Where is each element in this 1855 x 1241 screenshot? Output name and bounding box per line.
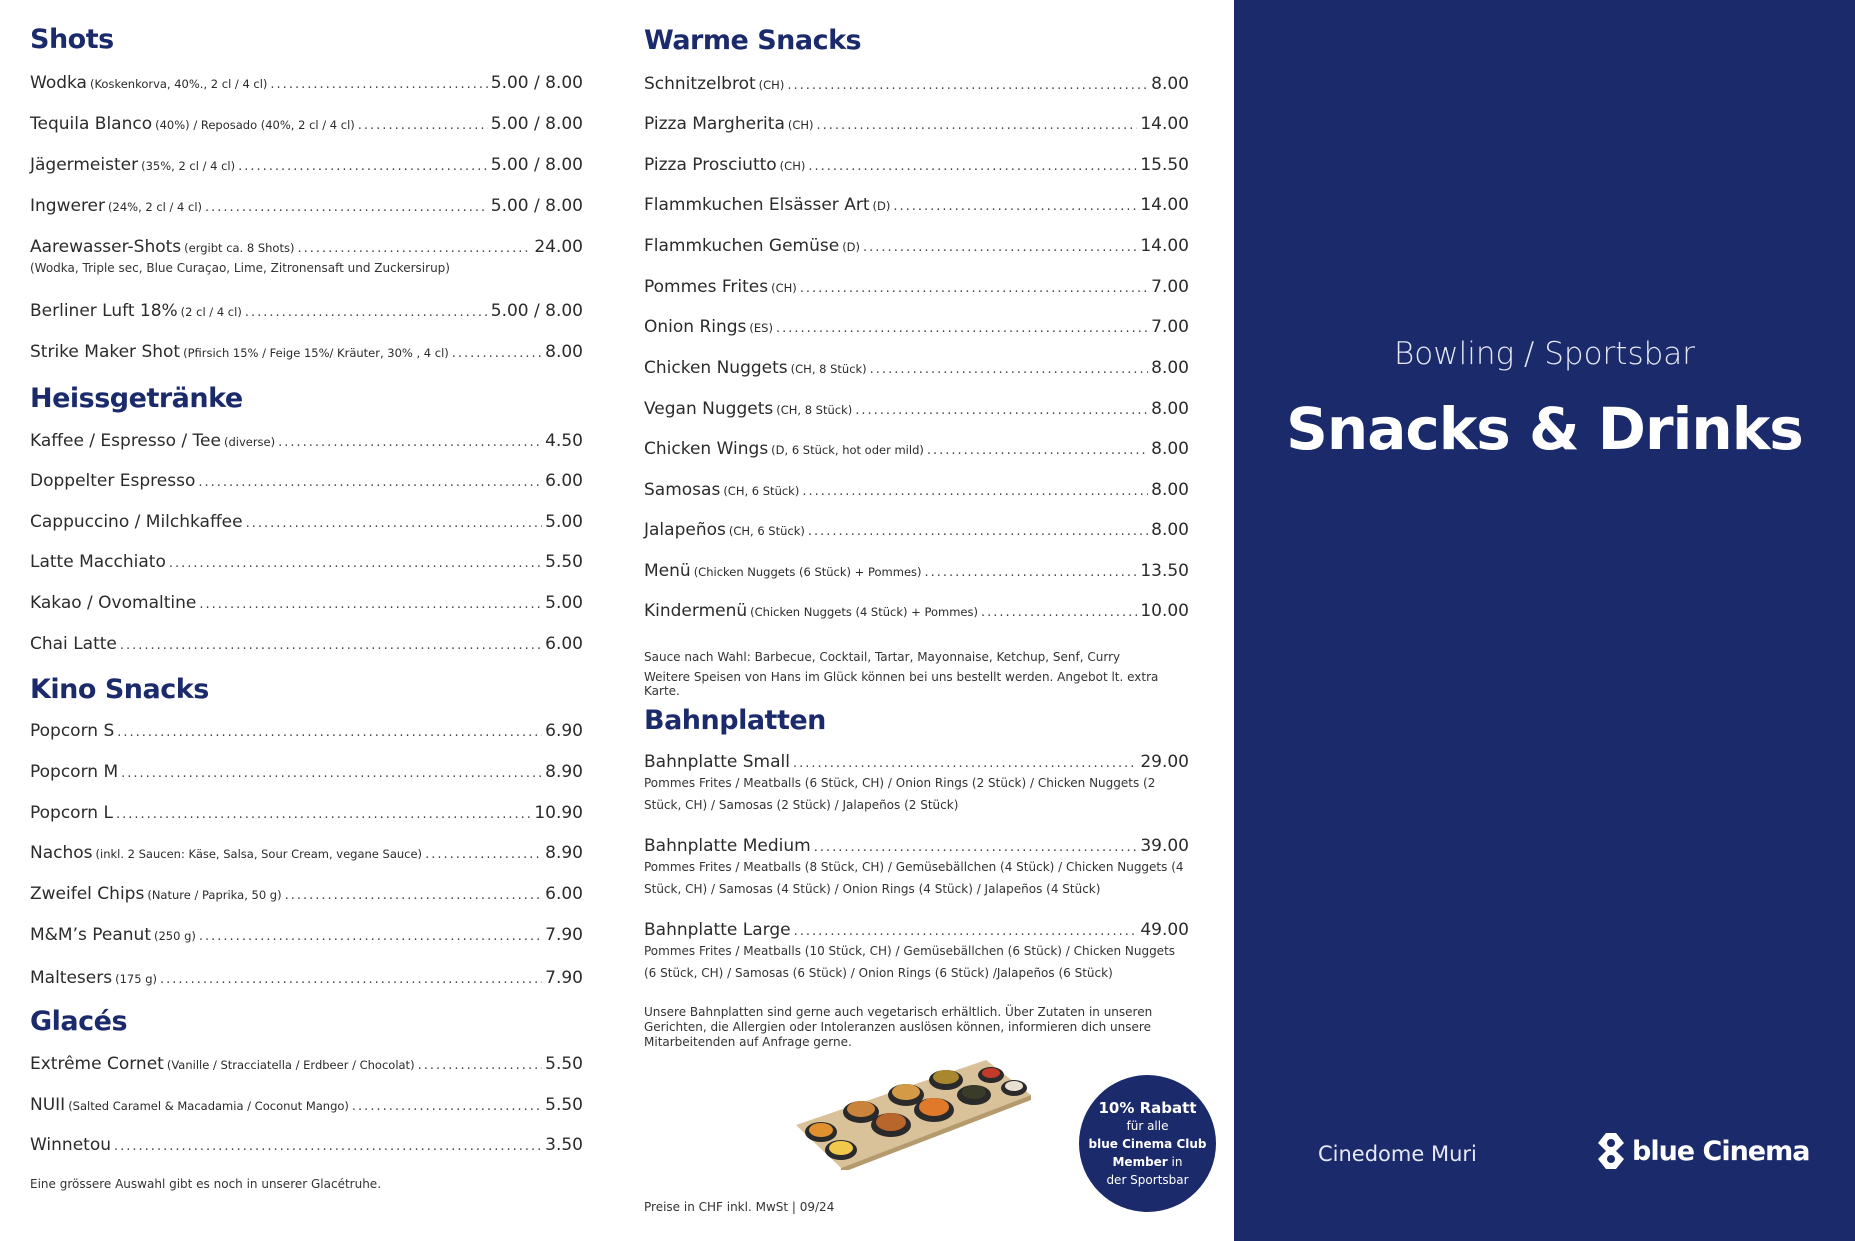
item-note: (D) [842, 240, 861, 254]
dot-leader [245, 305, 488, 320]
dot-leader [418, 1058, 543, 1073]
menu-item-row [644, 439, 1189, 459]
item-price: 8.00 [1151, 439, 1189, 459]
item-name: Flammkuchen Elsässer Art [644, 195, 870, 215]
item-name: Aarewasser-Shots [30, 237, 182, 257]
menu-item-row [30, 634, 583, 654]
menu-item [30, 196, 583, 216]
item-name: Tequila Blanco [30, 114, 153, 134]
dot-leader [120, 638, 542, 653]
item-note: (CH) [779, 159, 806, 173]
item-price: 5.50 [545, 1095, 583, 1115]
dot-leader [199, 929, 542, 944]
menu-item-row [30, 884, 583, 904]
menu-item-row [644, 155, 1189, 175]
item-price: 7.00 [1151, 277, 1189, 297]
dot-leader [198, 475, 542, 490]
item-price: 8.00 [1151, 520, 1189, 540]
section-title-shots: Shots [30, 24, 114, 55]
menu-item [644, 317, 1189, 337]
item-price: 5.50 [545, 1054, 583, 1074]
dot-leader [981, 605, 1137, 620]
item-name: Chai Latte [30, 634, 117, 654]
menu-item [30, 843, 583, 863]
item-note: (Chicken Nuggets (6 Stück) + Pommes) [693, 565, 922, 579]
cover-title: Snacks & Drinks [1286, 395, 1803, 463]
menu-item [644, 155, 1189, 175]
menu-item-row [30, 762, 583, 782]
menu-item [30, 634, 583, 654]
item-price: 29.00 [1140, 752, 1189, 772]
item-price: 6.00 [545, 471, 583, 491]
menu-item [30, 925, 583, 945]
dot-leader [927, 443, 1148, 458]
menu-item [30, 1054, 583, 1074]
item-price: 10.90 [534, 803, 583, 823]
item-note: (35%, 2 cl / 4 cl) [141, 159, 236, 173]
item-price: 6.90 [545, 721, 583, 741]
menu-item-row [644, 236, 1189, 256]
menu-item-row [30, 114, 583, 134]
item-name: Jägermeister [30, 155, 139, 175]
dot-leader [452, 346, 542, 361]
menu-item [30, 552, 583, 572]
item-price: 24.00 [534, 237, 583, 257]
cover-subtitle: Bowling / Sportsbar [1393, 336, 1696, 372]
menu-item-row [30, 843, 583, 863]
dot-leader [855, 403, 1148, 418]
item-description: Pommes Frites / Meatballs (8 Stück, CH) / Gemüsebällchen (4 Stück) / Chicken Nuggets (4 Stück, CH) / Samosas (4 Stück) / Onion Rings (4 Stück) / Jalapeños (4 Stück) [644, 860, 1184, 896]
item-name: Extrême Cornet [30, 1054, 164, 1074]
blue-cinema-wordmark: blue Cinema [1632, 1135, 1810, 1167]
glaces-footnote: Eine grössere Auswahl gibt es noch in unserer Glacétruhe. [30, 1177, 382, 1191]
menu-item [30, 431, 583, 451]
menu-item-row [644, 317, 1189, 337]
item-name: Latte Macchiato [30, 552, 166, 572]
item-note: (CH, 8 Stück) [790, 362, 867, 376]
menu-item-row [30, 593, 583, 613]
item-name: Popcorn M [30, 762, 119, 782]
item-name: Chicken Wings [644, 439, 769, 459]
item-note: (Koskenkorva, 40%., 2 cl / 4 cl) [89, 77, 268, 91]
item-description: (Wodka, Triple sec, Blue Curaçao, Lime, Zitronensaft und Zuckersirup) [30, 261, 450, 275]
item-name: Pommes Frites [644, 277, 769, 297]
dot-leader [870, 362, 1148, 377]
item-note: (inkl. 2 Saucen: Käse, Salsa, Sour Cream, vegane Sauce) [95, 847, 423, 861]
item-note: (Chicken Nuggets (4 Stück) + Pommes) [750, 605, 978, 619]
menu-item-row [30, 968, 583, 988]
menu-item-row [644, 836, 1189, 856]
dot-leader [358, 118, 488, 133]
dot-leader [808, 524, 1148, 539]
item-note: (2 cl / 4 cl) [180, 305, 242, 319]
item-note: (24%, 2 cl / 4 cl) [108, 200, 203, 214]
item-price: 5.00 / 8.00 [490, 155, 583, 175]
item-price: 14.00 [1140, 195, 1189, 215]
item-name: Samosas [644, 480, 721, 500]
item-name: Schnitzelbrot [644, 74, 756, 94]
item-price: 14.00 [1140, 114, 1189, 134]
item-price: 5.00 [545, 512, 583, 532]
dot-leader [117, 725, 542, 740]
item-name: Kindermenü [644, 601, 748, 621]
menu-item [30, 155, 583, 175]
item-price: 15.50 [1140, 155, 1189, 175]
item-name: M&M’s Peanut [30, 925, 151, 945]
menu-item-row [30, 1095, 583, 1115]
badge-club-member: blue Cinema Club Member [1088, 1137, 1207, 1169]
item-note: (diverse) [223, 435, 276, 449]
menu-item [30, 512, 583, 532]
menu-item-row [644, 752, 1189, 772]
dot-leader [817, 118, 1138, 133]
item-name: Flammkuchen Gemüse [644, 236, 840, 256]
item-name: Zweifel Chips [30, 884, 145, 904]
item-name: Doppelter Espresso [30, 471, 196, 491]
item-name: Maltesers [30, 968, 113, 988]
item-note: (ES) [749, 321, 773, 335]
dot-leader [787, 78, 1148, 93]
hans-im-glueck-note: Weitere Speisen von Hans im Glück können bei uns bestellt werden. Angebot lt. extra Karte. [644, 670, 1159, 698]
item-note: (Nature / Paprika, 50 g) [147, 888, 282, 902]
item-price: 3.50 [545, 1135, 583, 1155]
item-name: Chicken Nuggets [644, 358, 788, 378]
menu-item [30, 237, 583, 279]
dot-leader [285, 888, 543, 903]
section-title-heissgetraenke: Heissgetränke [30, 383, 243, 414]
blue-cinema-logo-icon [1596, 1131, 1626, 1171]
item-note: (CH) [758, 78, 785, 92]
menu-item [30, 471, 583, 491]
menu-item-row [30, 925, 583, 945]
item-name: Bahnplatte Large [644, 920, 791, 940]
menu-item-row [30, 301, 583, 321]
item-price: 14.00 [1140, 236, 1189, 256]
item-description: Pommes Frites / Meatballs (6 Stück, CH) / Onion Rings (2 Stück) / Chicken Nuggets (2 Stück, CH) / Samosas (2 Stück) / Jalapeños (2 Stück) [644, 776, 1156, 812]
dot-leader [297, 241, 531, 256]
menu-item-row [30, 512, 583, 532]
dot-leader [800, 281, 1148, 296]
item-name: Kakao / Ovomaltine [30, 593, 197, 613]
menu-item [30, 114, 583, 134]
item-note: (CH, 6 Stück) [723, 484, 800, 498]
item-name: Bahnplatte Small [644, 752, 790, 772]
menu-item-row [644, 277, 1189, 297]
item-name: Ingwerer [30, 196, 106, 216]
item-note: (D) [872, 199, 891, 213]
menu-item [30, 968, 583, 988]
item-note: (CH, 6 Stück) [728, 524, 805, 538]
dot-leader [205, 200, 488, 215]
item-price: 6.00 [545, 884, 583, 904]
item-name: Cappuccino / Milchkaffee [30, 512, 243, 532]
item-price: 8.00 [1151, 358, 1189, 378]
dot-leader [246, 516, 543, 531]
item-price: 39.00 [1140, 836, 1189, 856]
menu-item [644, 836, 1189, 900]
menu-item-row [30, 552, 583, 572]
item-price: 8.00 [1151, 399, 1189, 419]
menu-item-row [644, 480, 1189, 500]
menu-item [30, 884, 583, 904]
dot-leader [814, 840, 1138, 855]
item-name: Popcorn S [30, 721, 115, 741]
item-note: (ergibt ca. 8 Shots) [184, 241, 295, 255]
dot-leader [278, 435, 542, 450]
menu-item [30, 721, 583, 741]
menu-item [30, 1095, 583, 1115]
dot-leader [776, 321, 1148, 336]
item-note: (Vanille / Stracciatella / Erdbeer / Chocolat) [166, 1058, 415, 1072]
blue-cinema-logo [1596, 1131, 1809, 1171]
item-price: 7.00 [1151, 317, 1189, 337]
item-price: 10.00 [1140, 601, 1189, 621]
item-name: Pizza Prosciutto [644, 155, 777, 175]
menu-item [644, 74, 1189, 94]
menu-item-row [30, 342, 583, 362]
item-price: 5.00 / 8.00 [490, 114, 583, 134]
section-title-kino-snacks: Kino Snacks [30, 674, 209, 705]
item-name: Wodka [30, 73, 87, 93]
item-price: 5.00 / 8.00 [490, 73, 583, 93]
dot-leader [808, 159, 1137, 174]
item-name: Onion Rings [644, 317, 747, 337]
menu-item-row [644, 561, 1189, 581]
item-note: (D, 6 Stück, hot oder mild) [771, 443, 924, 457]
dot-leader [925, 565, 1138, 580]
item-price: 7.90 [545, 968, 583, 988]
dot-leader [121, 766, 542, 781]
menu-item-row [30, 721, 583, 741]
menu-item [644, 236, 1189, 256]
item-price: 5.00 [545, 593, 583, 613]
item-price: 5.50 [545, 552, 583, 572]
menu-item [30, 73, 583, 93]
menu-item-row [644, 920, 1189, 940]
badge-in: in [1171, 1155, 1183, 1169]
dot-leader [793, 756, 1137, 771]
item-name: Strike Maker Shot [30, 342, 181, 362]
item-price: 8.00 [1151, 74, 1189, 94]
discount-badge [1079, 1075, 1216, 1212]
menu-item [30, 301, 583, 321]
dot-leader [116, 807, 531, 822]
menu-item-row [644, 399, 1189, 419]
menu-item-row [30, 431, 583, 451]
menu-item [644, 195, 1189, 215]
dot-leader [199, 597, 542, 612]
item-price: 4.50 [545, 431, 583, 451]
dot-leader [863, 240, 1137, 255]
menu-item-row [644, 520, 1189, 540]
dot-leader [893, 199, 1137, 214]
menu-item-row [30, 1054, 583, 1074]
item-name: Nachos [30, 843, 93, 863]
item-price: 8.90 [545, 843, 583, 863]
menu-item [644, 439, 1189, 459]
menu-item [30, 342, 583, 362]
item-note: (250 g) [154, 929, 196, 943]
menu-item [644, 920, 1189, 984]
menu-item [644, 114, 1189, 134]
item-name: Vegan Nuggets [644, 399, 774, 419]
menu-item-row [644, 358, 1189, 378]
vegetarian-note: Unsere Bahnplatten sind gerne auch vegetarisch erhältlich. Über Zutaten in unseren Gerichten, die Allergien oder Intoleranzen auslösen können, informieren dich unsere Mitarbeitenden auf Anfrage gerne. [644, 1005, 1153, 1049]
item-price: 8.00 [1151, 480, 1189, 500]
item-price: 49.00 [1140, 920, 1189, 940]
badge-sportsbar: der Sportsbar [1106, 1173, 1189, 1187]
menu-item-row [30, 73, 583, 93]
item-name: Pizza Margherita [644, 114, 785, 134]
sauce-note: Sauce nach Wahl: Barbecue, Cocktail, Tartar, Mayonnaise, Ketchup, Senf, Curry [644, 650, 1121, 664]
menu-item [30, 1135, 583, 1155]
menu-item [644, 358, 1189, 378]
item-price: 8.00 [545, 342, 583, 362]
menu-item [644, 480, 1189, 500]
item-name: Bahnplatte Medium [644, 836, 811, 856]
menu-item-row [30, 803, 583, 823]
item-note: (CH) [771, 281, 797, 295]
item-note: (Pfirsich 15% / Feige 15%/ Kräuter, 30% , 4 cl) [183, 346, 449, 360]
item-name: Menü [644, 561, 691, 581]
cinema-location: Cinedome Muri [1318, 1142, 1477, 1166]
menu-item [644, 399, 1189, 419]
item-name: Winnetou [30, 1135, 112, 1155]
item-price: 13.50 [1140, 561, 1189, 581]
item-price: 5.00 / 8.00 [490, 301, 583, 321]
dot-leader [238, 159, 488, 174]
dot-leader [160, 972, 542, 987]
item-name: Jalapeños [644, 520, 726, 540]
menu-item [644, 277, 1189, 297]
item-note: (175 g) [115, 972, 157, 986]
item-name: Popcorn L [30, 803, 113, 823]
menu-item [30, 803, 583, 823]
section-title-bahnplatten: Bahnplatten [644, 705, 826, 736]
menu-item-row [30, 155, 583, 175]
item-description: Pommes Frites / Meatballs (10 Stück, CH) / Gemüsebällchen (6 Stück) / Chicken Nuggets (6 Stück, CH) / Samosas (6 Stück) / Onion Rings (6 Stück) /Jalapeños (6 Stück) [644, 944, 1176, 980]
item-note: (40%) / Reposado (40%, 2 cl / 4 cl) [155, 118, 355, 132]
menu-item [644, 520, 1189, 540]
dot-leader [794, 924, 1138, 939]
bahnplatte-photo [786, 1050, 1036, 1170]
dot-leader [114, 1139, 542, 1154]
menu-item [644, 752, 1189, 816]
dot-leader [352, 1099, 542, 1114]
price-note: Preise in CHF inkl. MwSt | 09/24 [644, 1200, 835, 1214]
item-price: 5.00 / 8.00 [490, 196, 583, 216]
dot-leader [425, 847, 542, 862]
item-name: NUII [30, 1095, 66, 1115]
item-name: Kaffee / Espresso / Tee [30, 431, 221, 451]
menu-item-row [30, 196, 583, 216]
dot-leader [270, 77, 487, 92]
item-name: Berliner Luft 18% [30, 301, 178, 321]
cover-panel [1234, 0, 1855, 1241]
menu-item [30, 593, 583, 613]
item-note: (CH) [787, 118, 814, 132]
menu-item-row [644, 114, 1189, 134]
badge-for-all: für alle [1126, 1119, 1169, 1133]
menu-item-row [644, 601, 1189, 621]
item-price: 7.90 [545, 925, 583, 945]
menu-item [644, 601, 1189, 621]
badge-discount: 10% Rabatt [1098, 1099, 1197, 1117]
item-price: 6.00 [545, 634, 583, 654]
section-title-glaces: Glacés [30, 1006, 128, 1037]
menu-item-row [644, 195, 1189, 215]
item-note: (Salted Caramel & Macadamia / Coconut Mango) [68, 1099, 349, 1113]
dot-leader [169, 556, 542, 571]
item-price: 8.90 [545, 762, 583, 782]
menu-item-row [30, 471, 583, 491]
menu-item [644, 561, 1189, 581]
menu-item-row [30, 237, 583, 257]
item-note: (CH, 8 Stück) [776, 403, 853, 417]
menu-item-row [644, 74, 1189, 94]
menu-item [30, 762, 583, 782]
menu-item-row [30, 1135, 583, 1155]
section-title-warme-snacks: Warme Snacks [644, 25, 862, 56]
dot-leader [802, 484, 1148, 499]
